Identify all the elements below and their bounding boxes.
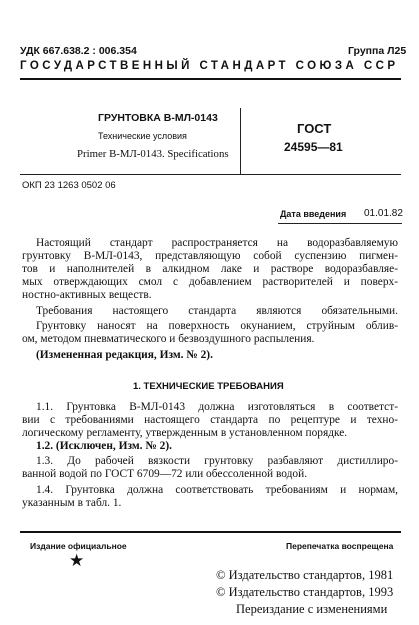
clause-line: ванной водой по ГОСТ 6709—72 или обессоленной водой. [22,468,308,481]
gost-label: ГОСТ [297,121,332,136]
scope-line: тов и наполнителей в алкидном лаке и растворе водоразбавляе- [22,263,398,276]
document-subtitle: Технические условия [98,131,187,141]
amendment-note [22,349,398,362]
clause-line: вии с требованиями настоящего стандарта по рецептуре и техно- [22,414,398,427]
clause-line: указанным в табл. 1. [22,497,122,510]
group-code: Группа Л25 [348,45,407,57]
clause-1-1 [22,401,398,440]
reissue-note: Переиздание с изменениями [236,602,388,616]
copyright-1993: © Издательство стандартов, 1993 [216,585,394,599]
english-title: Primer В-МЛ-0143. Specifications [77,148,229,160]
official-edition-label: Издание официальное [30,541,127,551]
clause-line: логическому регламенту, утвержденным в установленном порядке. [22,427,348,440]
mandatory-line: Требования настоящего стандарта являются обязательными. [36,305,398,317]
document-title: ГРУНТОВКА В-МЛ-0143 [98,112,218,124]
application-line: Грунтовку наносят на поверхность окунанием, струйным облив- [36,320,398,332]
clause-line: 1.4. Грунтовка должна соответствовать требованиям и нормам, [36,484,398,496]
header-rule [20,78,401,80]
scope-line: грунтовку В-МЛ-0143, представляющую собой суспензию пигмен- [22,250,398,263]
mandatory-paragraph [22,305,398,318]
intro-date-label: Дата введения [280,209,347,219]
scope-line: ностно-активных веществ. [22,289,152,302]
application-line: ом, методом пневматического и безвоздушного распыления. [22,333,315,346]
state-standard-banner: ГОСУДАРСТВЕННЫЙ СТАНДАРТ СОЮЗА ССР [20,60,399,72]
scope-paragraph [22,237,398,302]
amendment-line: (Измененная редакция, Изм. № 2). [36,349,213,361]
clause-line: 1.2. (Исключен, Изм. № 2). [36,440,172,452]
application-paragraph [22,320,398,346]
footer-rule [20,531,401,533]
clause-line: 1.1. Грунтовка В-МЛ-0143 должна изготовляться в соответст- [36,401,398,413]
section-heading: 1. ТЕХНИЧЕСКИЕ ТРЕБОВАНИЯ [133,381,284,392]
scope-line: мых отверждающих смол с добавлением растворителей и поверх- [22,276,398,289]
udc-code: УДК 667.638.2 : 006.354 [20,45,137,57]
intro-date-rule [278,223,402,224]
clause-1-4 [22,484,398,510]
gost-number: 24595—81 [284,140,343,154]
title-divider [240,108,241,174]
scope-line: Настоящий стандарт распространяется на водоразбавляемую [36,237,398,249]
reprint-prohibited-label: Перепечатка воспрещена [286,541,394,551]
star-icon: ★ [69,551,85,570]
clause-1-2 [22,440,398,453]
clause-1-3 [22,455,398,481]
clause-line: 1.3. До рабочей вязкости грунтовку разбавляют дистиллиро- [36,455,398,467]
okp-rule [20,174,401,175]
copyright-1981: © Издательство стандартов, 1981 [216,568,394,582]
intro-date-value: 01.01.82 [364,208,403,219]
okp-code: ОКП 23 1263 0502 06 [22,180,116,191]
